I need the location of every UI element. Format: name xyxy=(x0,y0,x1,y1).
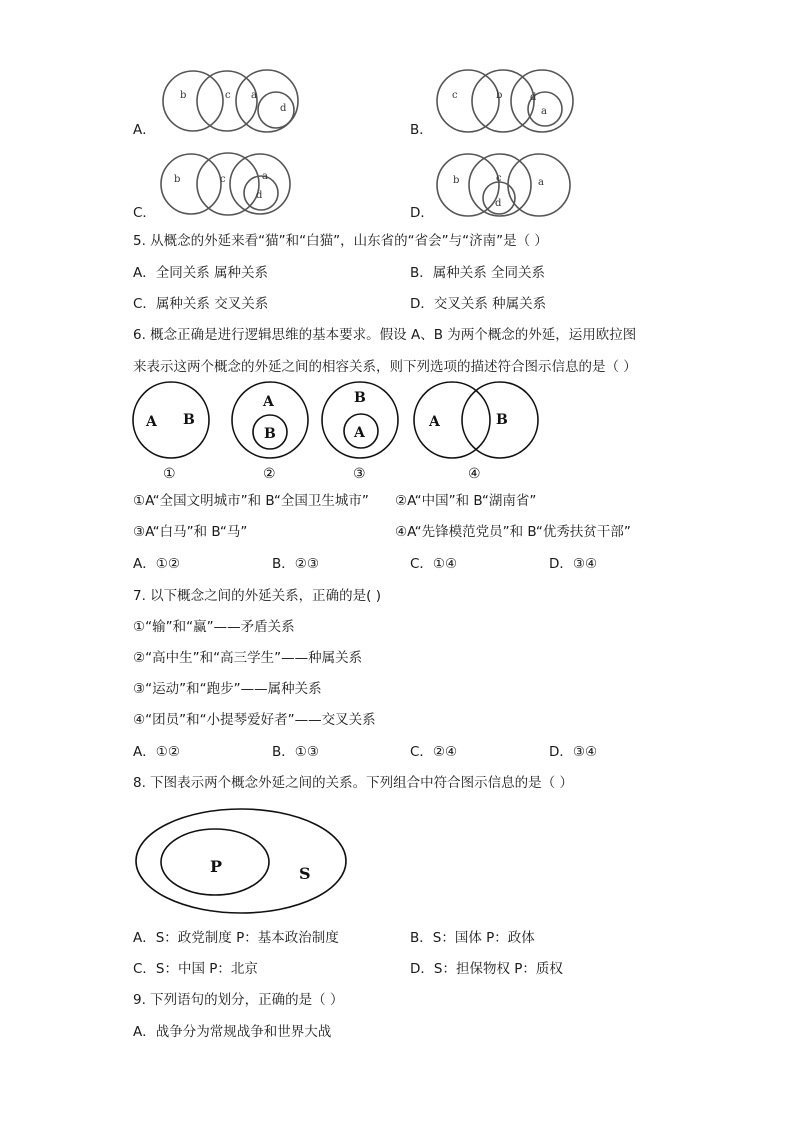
q6-fig3-number: ③ xyxy=(353,466,366,482)
q7-item-3: ③“运动”和“跑步”——属种关系 xyxy=(133,681,322,697)
q6-fig4-label-a: A xyxy=(429,414,440,430)
q6-stem-line1: 6. 概念正确是进行逻辑思维的基本要求。假设 A、B 为两个概念的外延，运用欧拉图 xyxy=(133,327,637,343)
q6-fig2-label-a: A xyxy=(263,394,274,410)
q4c-label-c: c xyxy=(220,174,226,185)
q4d-label-a: a xyxy=(538,177,544,188)
q4-option-d-label: D． xyxy=(410,205,434,221)
q5-option-d[interactable]: D．交叉关系 种属关系 xyxy=(410,296,547,312)
q6-item-2: ②A“中国”和 B“湖南省” xyxy=(395,493,537,509)
q8-option-b[interactable]: B．S：国体 P：政体 xyxy=(410,930,535,946)
q4-option-a-label: A． xyxy=(133,122,156,138)
q9-option-a[interactable]: A．战争分为常规战争和世界大战 xyxy=(133,1024,332,1040)
q6-fig3-label-a: A xyxy=(354,425,365,441)
q7-item-4: ④“团员”和“小提琴爱好者”——交叉关系 xyxy=(133,712,376,728)
q4a-label-b: b xyxy=(180,90,187,101)
q6-option-c[interactable]: C．①④ xyxy=(410,556,458,572)
q7-option-b[interactable]: B．①③ xyxy=(272,744,319,760)
q6-fig4-label-b: B xyxy=(496,412,508,428)
q4b-label-b: b xyxy=(496,90,503,101)
q8-label-s: S xyxy=(299,864,311,883)
q8-outer-ellipse xyxy=(136,809,346,913)
q8-option-a[interactable]: A．S：政党制度 P：基本政治制度 xyxy=(133,930,339,946)
q6-euler-diagrams xyxy=(130,380,550,485)
q8-option-c[interactable]: C．S：中国 P：北京 xyxy=(133,961,258,977)
q6-fig4-number: ④ xyxy=(468,466,481,482)
q4b-label-d: d xyxy=(530,92,537,103)
q4d-label-c: c xyxy=(496,173,502,184)
q5-option-b[interactable]: B．属种关系 全同关系 xyxy=(410,265,546,281)
q6-item-4: ④A“先锋模范党员”和 B“优秀扶贫干部” xyxy=(395,524,631,540)
q5-option-c[interactable]: C．属种关系 交叉关系 xyxy=(133,296,269,312)
q8-euler-diagram xyxy=(134,808,350,918)
q6-fig1-label-a: A xyxy=(146,414,157,430)
q5-stem: 5. 从概念的外延来看“猫”和“白猫”，山东省的“省会”与“济南”是（ ） xyxy=(133,233,548,249)
q7-item-1: ①“输”和“赢”——矛盾关系 xyxy=(133,619,295,635)
q4c-label-b: b xyxy=(174,174,181,185)
q7-option-a[interactable]: A．①② xyxy=(133,744,180,760)
q6-fig3-label-b: B xyxy=(354,390,366,406)
q4c-label-a: a xyxy=(262,171,268,182)
q6-option-d[interactable]: D．③④ xyxy=(549,556,598,572)
q4-figure-a xyxy=(155,62,315,142)
q4d-label-d: d xyxy=(495,198,502,209)
q4a-label-a: a xyxy=(251,90,257,101)
q4-option-b-label: B． xyxy=(410,122,433,138)
q7-stem: 7. 以下概念之间的外延关系，正确的是( ) xyxy=(133,588,381,604)
q6-fig1-label-b: B xyxy=(183,412,195,428)
q9-stem: 9. 下列语句的划分，正确的是（ ） xyxy=(133,992,344,1008)
q7-item-2: ②“高中生”和“高三学生”——种属关系 xyxy=(133,650,363,666)
q4-option-c-label: C． xyxy=(133,205,156,221)
q7-option-d[interactable]: D．③④ xyxy=(549,744,598,760)
q6-fig2-label-b: B xyxy=(264,426,276,442)
q8-label-p: P xyxy=(210,857,223,876)
q6-fig1-number: ① xyxy=(163,466,176,482)
q6-fig1-circle xyxy=(133,382,209,458)
q6-option-a[interactable]: A．①② xyxy=(133,556,180,572)
q7-option-c[interactable]: C．②④ xyxy=(410,744,458,760)
q6-option-b[interactable]: B．②③ xyxy=(272,556,319,572)
q4d-label-b: b xyxy=(453,175,460,186)
q4-figure-c xyxy=(152,148,312,228)
q8-stem: 8. 下图表示两个概念外延之间的关系。下列组合中符合图示信息的是（ ） xyxy=(133,775,573,791)
q4b-label-a: a xyxy=(541,106,547,117)
q5-option-a[interactable]: A．全同关系 属种关系 xyxy=(133,265,269,281)
q4c-label-d: d xyxy=(256,190,263,201)
q8-option-d[interactable]: D．S：担保物权 P：质权 xyxy=(410,961,563,977)
q4a-label-c: c xyxy=(225,90,231,101)
q6-stem-line2: 来表示这两个概念的外延之间的相容关系，则下列选项的描述符合图示信息的是（ ） xyxy=(133,359,637,375)
q6-fig4-left-circle xyxy=(414,382,490,458)
q4a-label-d: d xyxy=(280,103,287,114)
q4-figure-b xyxy=(428,62,588,142)
q6-fig2-number: ② xyxy=(263,466,276,482)
q6-item-1: ①A“全国文明城市”和 B“全国卫生城市” xyxy=(133,493,369,509)
q4-figure-d xyxy=(428,148,588,228)
q4b-label-c: c xyxy=(452,90,458,101)
q6-item-3: ③A“白马”和 B“马” xyxy=(133,524,248,540)
